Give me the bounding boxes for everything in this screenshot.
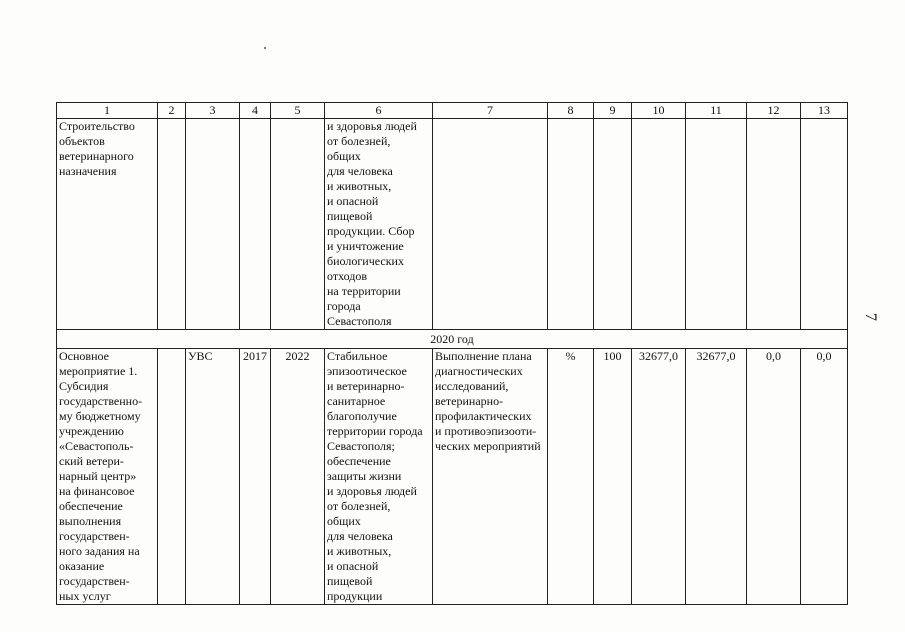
header-cell: 12 — [747, 103, 801, 119]
unit-cell: % — [548, 349, 594, 605]
page-number: 7 — [862, 313, 879, 321]
target-value-cell: 100 — [594, 349, 632, 605]
table-row — [57, 119, 848, 330]
table-cell — [801, 119, 848, 330]
header-cell: 9 — [594, 103, 632, 119]
header-cell: 13 — [801, 103, 848, 119]
scan-speck — [264, 47, 266, 49]
budget-funding-cell: 32677,0 — [686, 349, 747, 605]
expected-result-cell: Стабильное эпизоотическое и ветеринарно- санитарное благополучие территории города Севастополя; обеспечение защиты жизни и здоровья людей от болезней, общих для человека и животных, и опасной пищевой продукции — [325, 349, 433, 605]
table-cell — [158, 349, 186, 605]
table-cell — [594, 119, 632, 330]
table-cell — [747, 119, 801, 330]
header-cell: 7 — [433, 103, 548, 119]
table-cell — [548, 119, 594, 330]
activity-name-cell: Строительство объектов ветеринарного назначения — [57, 119, 158, 330]
header-cell: 4 — [240, 103, 271, 119]
data-table — [56, 102, 848, 605]
header-cell: 5 — [271, 103, 325, 119]
header-cell: 3 — [186, 103, 240, 119]
indicator-cell: Выполнение плана диагностических исследований, ветеринарно- профилактических и противоэпизооти- ческих мероприятий — [433, 349, 548, 605]
activity-name-cell: Основное мероприятие 1. Субсидия государственно- му бюджетному учреждению «Севастополь- ский ветери- нарный центр» на финансовое обеспечение выполнения государствен- ного задания на оказание государствен- ных услуг — [57, 349, 158, 605]
executor-cell: УВС — [186, 349, 240, 605]
table-cell — [158, 119, 186, 330]
start-year-cell: 2017 — [240, 349, 271, 605]
funding-cell: 0,0 — [747, 349, 801, 605]
header-row — [57, 103, 848, 119]
table-cell — [271, 119, 325, 330]
table-cell — [433, 119, 548, 330]
table-cell — [186, 119, 240, 330]
header-cell: 2 — [158, 103, 186, 119]
table-row — [57, 349, 848, 605]
header-cell: 8 — [548, 103, 594, 119]
header-cell: 6 — [325, 103, 433, 119]
table-cell — [686, 119, 747, 330]
funding-cell: 0,0 — [801, 349, 848, 605]
header-cell: 10 — [632, 103, 686, 119]
year-row — [57, 330, 848, 349]
expected-result-cell: и здоровья людей от болезней, общих для человека и животных, и опасной пищевой продукции. Сбор и уничтожение биологических отходов на территории города Севастополя — [325, 119, 433, 330]
table-cell — [240, 119, 271, 330]
table-cell — [632, 119, 686, 330]
year-label: 2020 год — [57, 330, 848, 349]
total-funding-cell: 32677,0 — [632, 349, 686, 605]
header-cell: 11 — [686, 103, 747, 119]
end-year-cell: 2022 — [271, 349, 325, 605]
header-cell: 1 — [57, 103, 158, 119]
